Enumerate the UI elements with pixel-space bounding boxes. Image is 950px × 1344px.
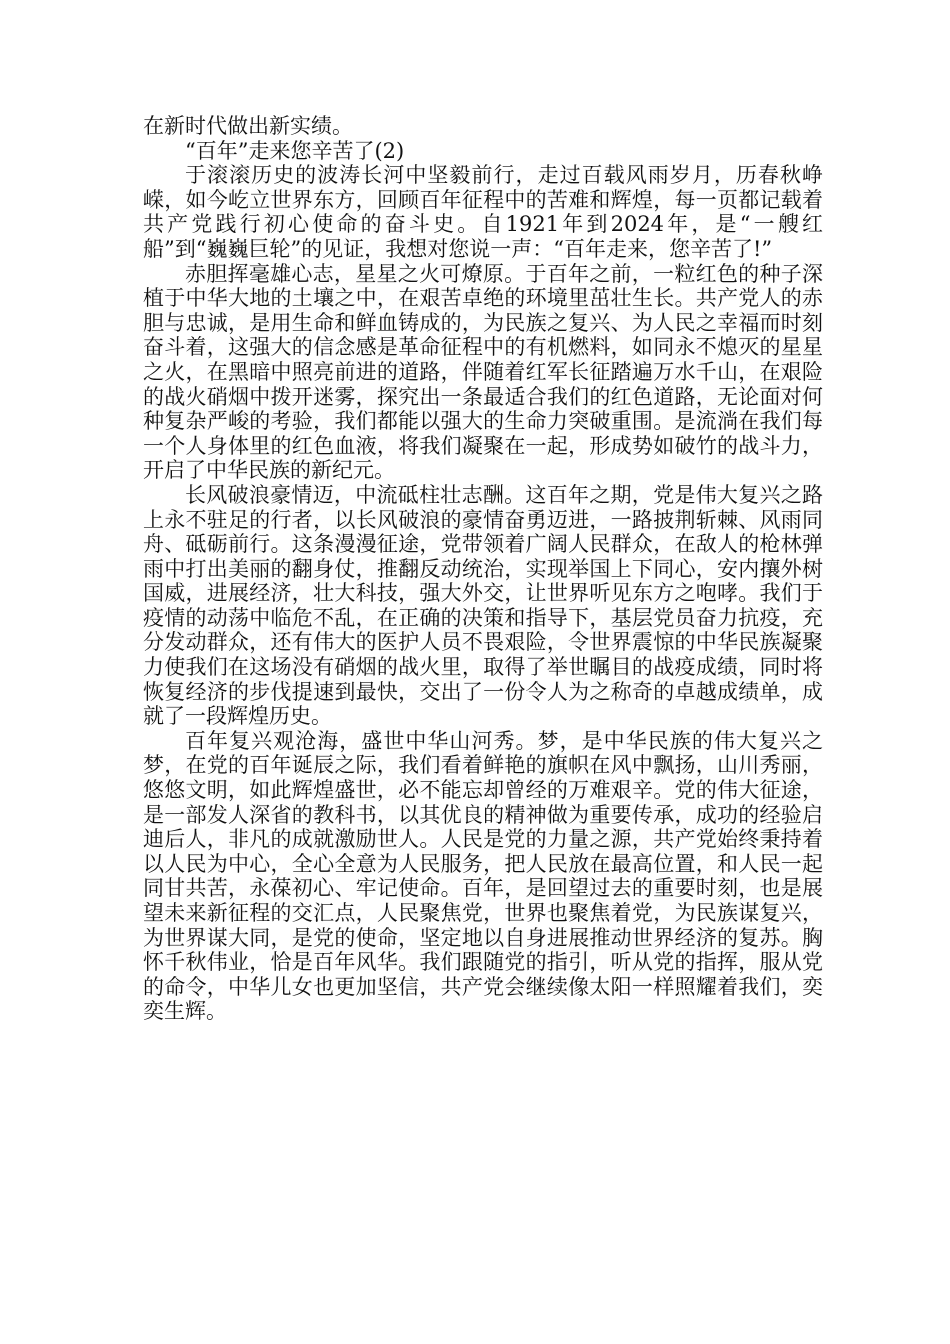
paragraph-spark: 赤胆挥毫雄心志，星星之火可燎原。于百年之前，一粒红色的种子深植于中华大地的土壤之中，在艰苦卓绝的环境里茁壮生长。共产党人的赤胆与忠诚，是用生命和鲜血铸成的，为民族之复兴、为人民之幸福而时刻奋斗着，这强大的信念感是革命征程中的有机燃料，如同永不熄灭的星星之火，在黑暗中照亮前进的道路，伴随着红军长征踏遍万水千山，在艰险的战火硝烟中拨开迷雾，探究出一条最适合我们的红色道路，无论面对何种复杂严峻的考验，我们都能以强大的生命力突破重围。是流淌在我们每一个人身体里的红色血液，将我们凝聚在一起，形成势如破竹的战斗力，开启了中华民族的新纪元。	[143, 261, 823, 483]
lead-line: 在新时代做出新实绩。	[143, 114, 353, 138]
document-page	[143, 114, 823, 1024]
paragraph-intro: 于滚滚历史的波涛长河中坚毅前行，走过百载风雨岁月，历春秋峥嵘，如今屹立世界东方，回顾百年征程中的苦难和辉煌，每一页都记载着共产党践行初心使命的奋斗史。自1921年到2024年，是“一艘红船”到“巍巍巨轮”的见证，我想对您说一声：“百年走来，您辛苦了!”	[143, 163, 823, 261]
paragraph-wind: 长风破浪豪情迈，中流砥柱壮志酬。这百年之期，党是伟大复兴之路上永不驻足的行者，以长风破浪的豪情奋勇迈进，一路披荆斩棘、风雨同舟、砥砺前行。这条漫漫征途，党带领着广阔人民群众，在敌人的枪林弹雨中打出美丽的翻身仗，推翻反动统治，实现举国上下同心，安内攘外树国威，进展经济，壮大科技，强大外交，让世界听见东方之咆哮。我们于疫情的动荡中临危不乱，在正确的决策和指导下，基层党员奋力抗疫，充分发动群众，还有伟大的医护人员不畏艰险，令世界震惊的中华民族凝聚力使我们在这场没有硝烟的战火里，取得了举世瞩目的战疫成绩，同时将恢复经济的步伐提速到最快，交出了一份令人为之称奇的卓越成绩单，成就了一段辉煌历史。	[143, 482, 823, 729]
paragraph-revival: 百年复兴观沧海，盛世中华山河秀。梦，是中华民族的伟大复兴之梦，在党的百年诞辰之际，我们看着鲜艳的旗帜在风中飘扬，山川秀丽，悠悠文明，如此辉煌盛世，必不能忘却曾经的万难艰辛。党的伟大征途，是一部发人深省的教科书，以其优良的精神做为重要传承，成功的经验启迪后人，非凡的成就激励世人。人民是党的力量之源，共产党始终秉持着以人民为中心，全心全意为人民服务，把人民放在最高位置，和人民一起同甘共苦，永葆初心、牢记使命。百年，是回望过去的重要时刻，也是展望未来新征程的交汇点，人民聚焦党，世界也聚焦着党，为民族谋复兴，为世界谋大同，是党的使命，坚定地以自身进展推动世界经济的复苏。胸怀千秋伟业，恰是百年风华。我们跟随党的指引，听从党的指挥，服从党的命令，中华儿女也更加坚信，共产党会继续像太阳一样照耀着我们，奕奕生辉。	[143, 728, 823, 1024]
essay-title: “百年”走来您辛苦了(2)	[185, 138, 405, 163]
